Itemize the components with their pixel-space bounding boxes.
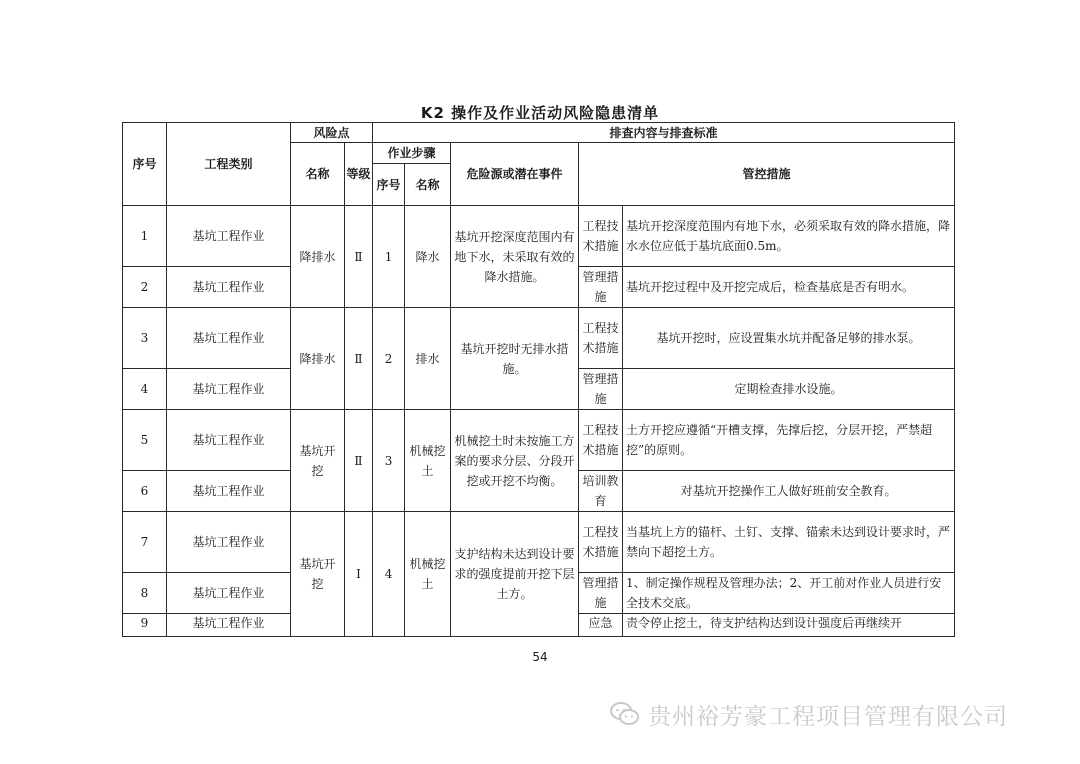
step-seq: 1: [373, 206, 405, 308]
row-seq: 2: [123, 267, 167, 308]
row-category: 基坑工程作业: [167, 267, 291, 308]
risk-name: 降排水: [291, 206, 345, 308]
control-type: 工程技术措施: [579, 410, 623, 471]
control-measure: 基坑开挖过程中及开挖完成后，检查基底是否有明水。: [623, 267, 955, 308]
header-hazard: 危险源或潜在事件: [451, 143, 579, 206]
step-seq: 3: [373, 410, 405, 512]
wechat-icon: [610, 701, 640, 727]
document-title: K2 操作及作业活动风险隐患清单: [420, 104, 660, 122]
control-type: 工程技术措施: [579, 206, 623, 267]
control-measure: 责令停止挖土，待支护结构达到设计强度后再继续开: [623, 614, 955, 637]
risk-name: 降排水: [291, 308, 345, 410]
header-risk-point: 风险点: [291, 123, 373, 143]
step-name: 排水: [405, 308, 451, 410]
header-check-group: 排查内容与排查标准: [373, 123, 955, 143]
control-measure: 基坑开挖时，应设置集水坑并配备足够的排水泵。: [623, 308, 955, 369]
risk-level: Ⅱ: [345, 410, 373, 512]
page-number: 54: [532, 650, 548, 664]
control-measure: 定期检查排水设施。: [623, 369, 955, 410]
header-risk-name: 名称: [291, 143, 345, 206]
control-type: 管理措施: [579, 573, 623, 614]
risk-name: 基坑开挖: [291, 410, 345, 512]
header-category: 工程类别: [167, 123, 291, 206]
hazard-cell: 机械挖土时未按施工方案的要求分层、分段开挖或开挖不均衡。: [451, 410, 579, 512]
row-category: 基坑工程作业: [167, 573, 291, 614]
hazard-cell: 基坑开挖深度范围内有地下水，未采取有效的降水措施。: [451, 206, 579, 308]
control-type: 应急: [579, 614, 623, 637]
row-seq: 3: [123, 308, 167, 369]
row-category: 基坑工程作业: [167, 512, 291, 573]
header-control: 管控措施: [579, 143, 955, 206]
risk-name: 基坑开挖: [291, 512, 345, 637]
row-seq: 7: [123, 512, 167, 573]
step-name: 机械挖土: [405, 512, 451, 637]
watermark-text: 贵州裕芳豪工程项目管理有限公司: [648, 703, 1008, 730]
control-type: 管理措施: [579, 369, 623, 410]
row-category: 基坑工程作业: [167, 614, 291, 637]
row-category: 基坑工程作业: [167, 369, 291, 410]
control-measure: 当基坑上方的锚杆、土钉、支撑、锚索未达到设计要求时，严禁向下超挖土方。: [623, 512, 955, 573]
control-type: 管理措施: [579, 267, 623, 308]
step-seq: 2: [373, 308, 405, 410]
row-seq: 8: [123, 573, 167, 614]
control-measure: 1、制定操作规程及管理办法；2、开工前对作业人员进行安全技术交底。: [623, 573, 955, 614]
risk-level: Ⅱ: [345, 206, 373, 308]
row-category: 基坑工程作业: [167, 471, 291, 512]
header-step-seq: 序号: [373, 164, 405, 206]
row-seq: 1: [123, 206, 167, 267]
control-type: 工程技术措施: [579, 308, 623, 369]
row-seq: 9: [123, 614, 167, 637]
control-type: 培训教育: [579, 471, 623, 512]
step-seq: 4: [373, 512, 405, 637]
control-type: 工程技术措施: [579, 512, 623, 573]
row-seq: 5: [123, 410, 167, 471]
watermark: [610, 699, 1008, 729]
control-measure: 土方开挖应遵循“开槽支撑，先撑后挖，分层开挖，严禁超挖”的原则。: [623, 410, 955, 471]
row-category: 基坑工程作业: [167, 410, 291, 471]
hazard-cell: 基坑开挖时无排水措施。: [451, 308, 579, 410]
risk-hazard-table: [122, 122, 955, 637]
row-category: 基坑工程作业: [167, 308, 291, 369]
header-seq: 序号: [123, 123, 167, 206]
header-step-name: 名称: [405, 164, 451, 206]
step-name: 降水: [405, 206, 451, 308]
row-seq: 4: [123, 369, 167, 410]
header-level: 等级: [345, 143, 373, 206]
step-name: 机械挖土: [405, 410, 451, 512]
row-seq: 6: [123, 471, 167, 512]
hazard-cell: 支护结构未达到设计要求的强度提前开挖下层土方。: [451, 512, 579, 637]
row-category: 基坑工程作业: [167, 206, 291, 267]
risk-level: Ⅰ: [345, 512, 373, 637]
risk-level: Ⅱ: [345, 308, 373, 410]
header-step-group: 作业步骤: [373, 143, 451, 164]
control-measure: 基坑开挖深度范围内有地下水，必须采取有效的降水措施，降水水位应低于基坑底面0.5m。: [623, 206, 955, 267]
control-measure: 对基坑开挖操作工人做好班前安全教育。: [623, 471, 955, 512]
